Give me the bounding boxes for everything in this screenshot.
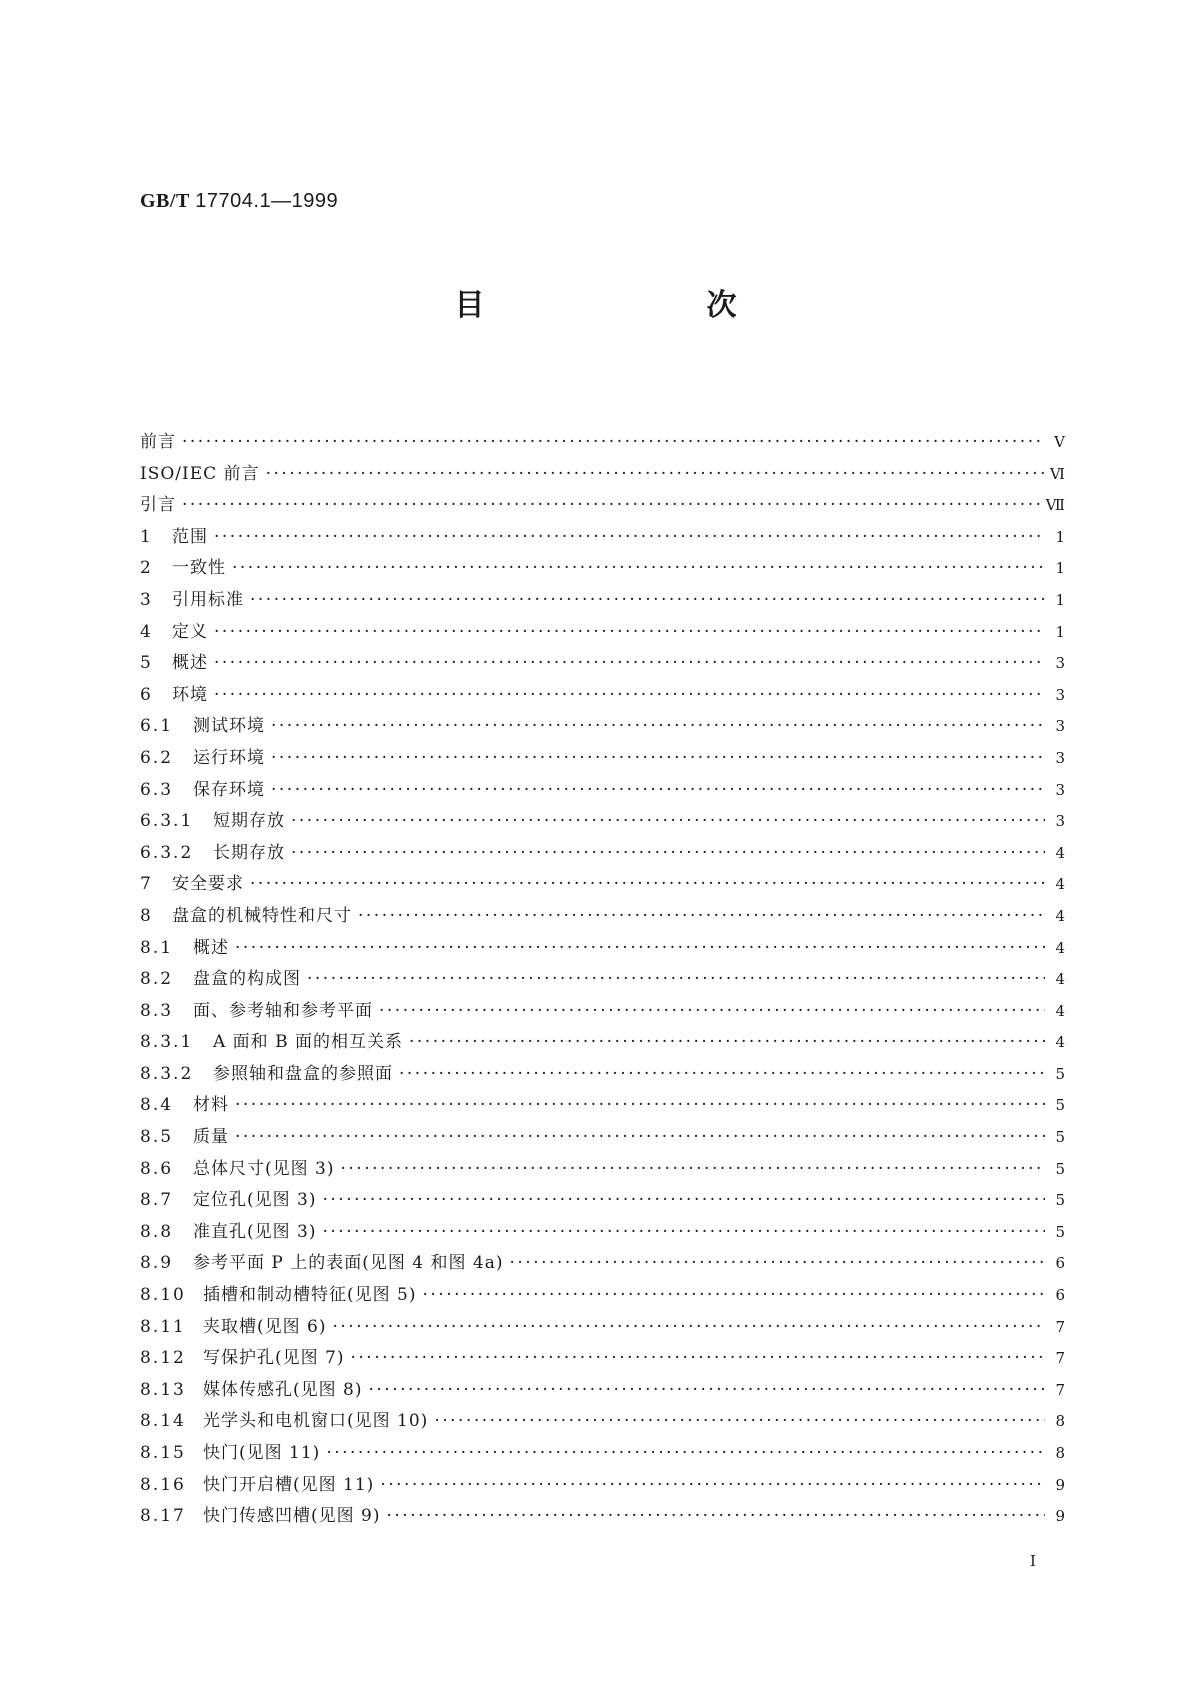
toc-entry-number: 8.15	[140, 1443, 186, 1463]
toc-entry-number: 2	[140, 558, 153, 579]
toc-leader-dots	[510, 1253, 1046, 1273]
toc-leader-dots	[182, 432, 1045, 452]
toc-entry-label: 面、参考轴和参考平面	[193, 1000, 373, 1021]
toc-entry-page: 7	[1055, 1317, 1065, 1336]
toc-entry-page: 5	[1055, 1128, 1065, 1147]
toc-entry[interactable]	[140, 680, 1065, 712]
toc-entry-page: 4	[1055, 906, 1065, 925]
toc-entry-page: 1	[1055, 559, 1065, 578]
toc-leader-dots	[380, 1475, 1045, 1495]
toc-leader-dots	[214, 527, 1045, 547]
toc-entry-label: 光学头和电机窗口(见图 10)	[203, 1411, 429, 1432]
toc-leader-dots	[232, 558, 1045, 578]
toc-entry-number: 8.4	[140, 1095, 174, 1116]
toc-entry-number: 8.13	[140, 1379, 186, 1400]
toc-leader-dots	[182, 495, 1040, 515]
toc-entry-label: 参考平面 P 上的表面(见图 4 和图 4a)	[193, 1253, 504, 1274]
toc-entry-label: 引用标准	[172, 589, 244, 610]
toc-leader-dots	[291, 811, 1045, 831]
toc-entry-label: 夹取槽(见图 6)	[203, 1316, 327, 1337]
toc-entry[interactable]	[140, 553, 1065, 585]
toc-entry-number: 8.3.1	[140, 1032, 194, 1053]
toc-entry-label: 质量	[193, 1127, 229, 1148]
toc-entry[interactable]	[140, 1312, 1065, 1344]
page-number: Ⅰ	[1030, 1552, 1036, 1570]
toc-entry[interactable]	[140, 1185, 1065, 1217]
toc-leader-dots	[266, 464, 1044, 484]
toc-entry-page: Ⅴ	[1054, 433, 1065, 451]
toc-entry-number: 8.3.2	[140, 1063, 194, 1084]
toc-entry-number: 1	[140, 526, 153, 547]
toc-entry[interactable]	[140, 1470, 1065, 1502]
toc-entry-number: 8.10	[140, 1285, 186, 1306]
toc-entry-label: 参照轴和盘盒的参照面	[213, 1063, 393, 1084]
toc-entry[interactable]	[140, 869, 1065, 901]
toc-leader-dots	[307, 969, 1045, 989]
toc-entry-number: 3	[140, 589, 153, 610]
toc-entry-page: 3	[1055, 654, 1065, 673]
toc-entry-label: 测试环境	[193, 716, 265, 737]
toc-entry-page: 4	[1055, 843, 1065, 862]
toc-leader-dots	[350, 1348, 1045, 1368]
toc-entry[interactable]	[140, 1154, 1065, 1186]
toc-entry-label: 环境	[172, 684, 208, 705]
toc-entry-number: 8.7	[140, 1190, 174, 1211]
toc-entry-page: 8	[1055, 1412, 1065, 1431]
toc-entry-page: 5	[1055, 1222, 1065, 1241]
toc-entry-label: 快门开启槽(见图 11)	[203, 1474, 375, 1495]
toc-entry[interactable]	[140, 1217, 1065, 1249]
toc-entry[interactable]	[140, 996, 1065, 1028]
toc-entry[interactable]	[140, 806, 1065, 838]
toc-entry[interactable]	[140, 585, 1065, 617]
toc-entry-label: 材料	[193, 1095, 229, 1116]
toc-entry-number: 8.9	[140, 1253, 174, 1274]
toc-entry-number: 6	[140, 684, 153, 705]
toc-leader-dots	[271, 748, 1045, 768]
toc-entry-number: 5	[140, 653, 153, 674]
toc-entry-label: 概述	[193, 937, 229, 958]
toc-entry-page: 3	[1055, 748, 1065, 767]
toc-entry-label: 总体尺寸(见图 3)	[193, 1158, 335, 1179]
toc-title: 目 次	[454, 288, 833, 323]
toc-entry[interactable]	[140, 933, 1065, 965]
toc-entry-label: 前言	[140, 432, 176, 452]
toc-entry-number: 8	[140, 905, 153, 926]
toc-entry-label: 盘盒的机械特性和尺寸	[172, 905, 352, 926]
toc-leader-dots	[332, 1317, 1045, 1337]
toc-entry[interactable]	[140, 1027, 1065, 1059]
toc-entry[interactable]	[140, 1375, 1065, 1407]
toc-entry-page: 5	[1055, 1191, 1065, 1210]
toc-entry-number: 8.12	[140, 1348, 186, 1369]
toc-leader-dots	[291, 843, 1045, 863]
toc-entry-page: 6	[1055, 1254, 1065, 1273]
toc-entry-number: 8.8	[140, 1221, 174, 1242]
toc-entry-label: 定义	[172, 621, 208, 642]
toc-entry-number: 8.11	[140, 1316, 186, 1337]
toc-entry-page: 5	[1055, 1064, 1065, 1083]
toc-leader-dots	[250, 874, 1045, 894]
toc-entry-label: 概述	[172, 653, 208, 674]
toc-entry[interactable]	[140, 1059, 1065, 1091]
toc-leader-dots	[386, 1506, 1045, 1526]
toc-leader-dots	[235, 1095, 1045, 1115]
toc-leader-dots	[326, 1443, 1045, 1463]
toc-leader-dots	[379, 1001, 1045, 1021]
toc-entry[interactable]	[140, 1343, 1065, 1375]
toc-leader-dots	[422, 1285, 1045, 1305]
toc-leader-dots	[250, 590, 1045, 610]
toc-leader-dots	[271, 716, 1045, 736]
toc-entry-page: Ⅶ	[1045, 496, 1065, 515]
toc-entry-number: 8.1	[140, 937, 174, 958]
toc-leader-dots	[214, 622, 1045, 642]
toc-entry[interactable]	[140, 743, 1065, 775]
toc-entry-page: 6	[1055, 1286, 1065, 1305]
toc-entry-label: 写保护孔(见图 7)	[203, 1348, 345, 1369]
toc-entry-number: 6.3.2	[140, 842, 194, 863]
toc-entry-page: 4	[1055, 875, 1065, 894]
toc-entry[interactable]	[140, 490, 1065, 522]
toc-entry[interactable]	[140, 427, 1065, 459]
toc-entry[interactable]	[140, 711, 1065, 743]
toc-entry-number: 6.1	[140, 716, 174, 737]
toc-leader-dots	[322, 1222, 1045, 1242]
toc-leader-dots	[214, 685, 1045, 705]
toc-leader-dots	[434, 1411, 1045, 1431]
toc-entry-number: 6.3.1	[140, 811, 194, 832]
toc-entry-label: 快门(见图 11)	[203, 1443, 321, 1463]
toc-leader-dots	[368, 1380, 1045, 1400]
toc-leader-dots	[358, 906, 1045, 926]
toc-entry[interactable]	[140, 1280, 1065, 1312]
toc-entry-number: 8.2	[140, 969, 174, 990]
toc-leader-dots	[399, 1064, 1045, 1084]
toc-entry-label: 短期存放	[213, 811, 285, 832]
toc-leader-dots	[409, 1032, 1045, 1052]
toc-entry[interactable]	[140, 964, 1065, 996]
toc-entry-page: 3	[1055, 717, 1065, 736]
toc-entry-label: 一致性	[172, 558, 226, 579]
toc-entry-number: 8.5	[140, 1127, 174, 1148]
toc-entry-label: 插槽和制动槽特征(见图 5)	[203, 1285, 417, 1306]
toc-entry[interactable]	[140, 838, 1065, 870]
toc-entry-label: ISO/IEC 前言	[140, 463, 260, 484]
toc-entry-number: 6.3	[140, 779, 174, 800]
toc-entry-label: 保存环境	[193, 779, 265, 800]
toc-entry-label: 引言	[140, 495, 176, 516]
toc-entry-page: 1	[1055, 590, 1065, 609]
toc-entry-label: 范围	[172, 526, 208, 547]
standard-number: 17704.1—1999	[195, 190, 339, 212]
toc-entry-page: 8	[1055, 1444, 1065, 1462]
toc-entry[interactable]	[140, 1501, 1065, 1533]
toc-leader-dots	[235, 1127, 1045, 1147]
toc-entry-label: 长期存放	[213, 842, 285, 863]
toc-entry-page: 9	[1055, 1507, 1065, 1526]
toc-leader-dots	[271, 780, 1045, 800]
toc-entry[interactable]	[140, 775, 1065, 807]
toc-entry-label: 安全要求	[172, 874, 244, 895]
toc-entry[interactable]	[140, 1438, 1065, 1470]
toc-entry[interactable]	[140, 1122, 1065, 1154]
toc-entry-label: 准直孔(见图 3)	[193, 1221, 317, 1242]
toc-entry-label: 媒体传感孔(见图 8)	[203, 1379, 363, 1400]
toc-entry[interactable]	[140, 1406, 1065, 1438]
toc-entry-page: 4	[1055, 1001, 1065, 1020]
toc-entry[interactable]	[140, 648, 1065, 680]
toc-leader-dots	[340, 1159, 1045, 1179]
toc-entry-page: 9	[1055, 1475, 1065, 1494]
toc-entry-page: 7	[1055, 1349, 1065, 1368]
toc-entry-label: 定位孔(见图 3)	[193, 1190, 317, 1211]
toc-entry-page: 1	[1055, 527, 1065, 546]
toc-entry[interactable]	[140, 459, 1065, 491]
toc-leader-dots	[214, 653, 1045, 673]
toc-entry-number: 7	[140, 874, 153, 895]
toc-leader-dots	[235, 938, 1045, 958]
toc-entry-page: 3	[1055, 685, 1065, 704]
toc-entry-number: 8.16	[140, 1474, 186, 1495]
toc-entry-page: 3	[1055, 812, 1065, 831]
standard-code: GB/T	[140, 190, 190, 212]
toc-entry-page: 4	[1055, 970, 1065, 989]
standard-header	[140, 190, 338, 213]
toc-entry[interactable]	[140, 1090, 1065, 1122]
toc-entry[interactable]	[140, 901, 1065, 933]
toc-entry-number: 6.2	[140, 747, 174, 768]
toc-entry[interactable]	[140, 1248, 1065, 1280]
toc-entry-number: 4	[140, 621, 153, 642]
toc-entry-page: Ⅵ	[1049, 464, 1065, 483]
toc-entry[interactable]	[140, 617, 1065, 649]
toc-entry-number: 8.17	[140, 1506, 186, 1527]
toc-entry-page: 7	[1055, 1380, 1065, 1399]
toc-entry-page: 5	[1055, 1096, 1065, 1115]
table-of-contents	[140, 427, 1065, 1533]
toc-entry-label: A 面和 B 面的相互关系	[213, 1032, 403, 1053]
toc-entry-page: 4	[1055, 1033, 1065, 1052]
toc-entry-number: 8.3	[140, 1000, 174, 1021]
toc-entry-page: 5	[1055, 1159, 1065, 1178]
toc-entry-number: 8.6	[140, 1158, 174, 1179]
toc-entry-page: 4	[1055, 938, 1065, 957]
toc-entry-page: 3	[1055, 780, 1065, 799]
toc-entry-label: 运行环境	[193, 747, 265, 768]
toc-leader-dots	[322, 1190, 1045, 1210]
toc-entry-label: 盘盒的构成图	[193, 969, 301, 990]
toc-entry[interactable]	[140, 522, 1065, 554]
toc-entry-page: 1	[1055, 622, 1065, 641]
toc-entry-number: 8.14	[140, 1411, 186, 1432]
toc-entry-label: 快门传感凹槽(见图 9)	[203, 1506, 381, 1527]
